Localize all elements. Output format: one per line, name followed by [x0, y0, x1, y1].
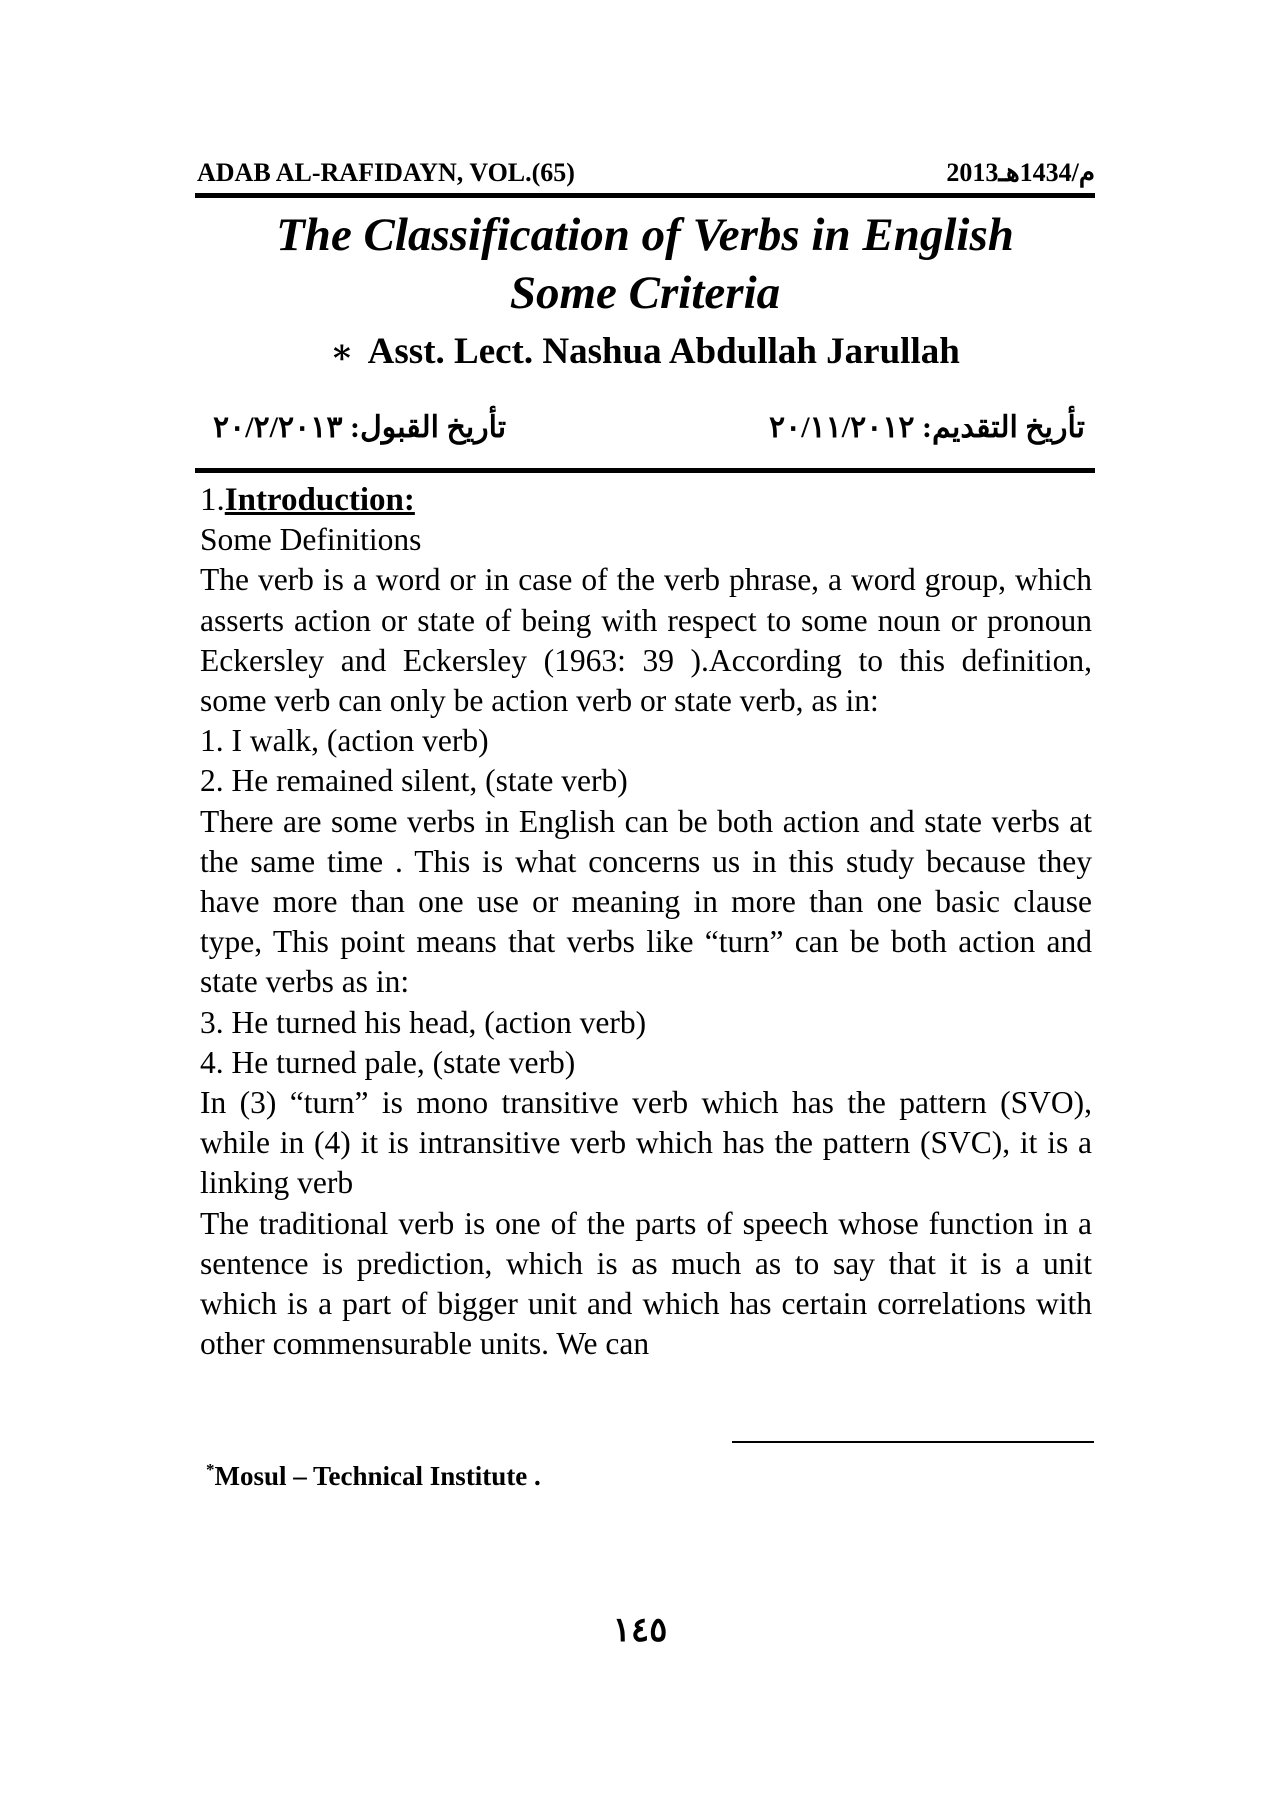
footnote-text: Mosul – Technical Institute .	[214, 1461, 541, 1491]
dates-row	[195, 410, 1095, 450]
submission-date: تأريخ التقديم: ٢٠/١١/٢٠١٢	[768, 411, 1085, 444]
paragraph: There are some verbs in English can be both action and state verbs at the same time . This is what concerns us in this study because they have more than one use or meaning in more than one basic clause type, This point means that verbs like “turn” can be both action and state verbs as in:	[200, 803, 1092, 1000]
running-header	[195, 158, 1095, 192]
paragraph: The traditional verb is one of the parts of speech whose function in a sentence is prediction, which is as much as to say that it is a unit which is a part of bigger unit and which has certain correlations with other commensurable units. We can	[200, 1205, 1092, 1362]
example: 3. He turned his head, (action verb)	[200, 1004, 647, 1040]
footnote	[206, 1460, 541, 1492]
author-line	[195, 330, 1095, 373]
page-number: ١٤٥	[612, 1612, 668, 1649]
author-name: Asst. Lect. Nashua Abdullah Jarullah	[367, 331, 960, 372]
body-text	[200, 480, 1092, 1364]
example: 1. I walk, (action verb)	[200, 723, 489, 759]
section-title: Introduction:	[224, 482, 415, 518]
section-number: 1.	[200, 482, 225, 518]
example: 4. He turned pale, (state verb)	[200, 1044, 576, 1080]
footnote-marker: *	[206, 1460, 215, 1479]
paragraph: Some Definitions	[200, 522, 422, 558]
example: 2. He remained silent, (state verb)	[200, 763, 628, 799]
paper-title-line-2: Some Criteria	[509, 267, 781, 319]
dates-rule	[195, 468, 1095, 473]
journal-name: ADAB AL-RAFIDAYN, VOL.(65)	[197, 158, 575, 187]
footnote-rule	[732, 1441, 1094, 1443]
section-heading	[200, 480, 1092, 520]
paper-title-line-1: The Classification of Verbs in English	[276, 209, 1014, 261]
acceptance-date: تأريخ القبول: ٢٠/٢/٢٠١٣	[213, 411, 507, 444]
paragraph: The verb is a word or in case of the verb phrase, a word group, which asserts action or state of being with respect to some noun or pronoun Eckersley and Eckersley (1963: 39 ).According to this definition, some verb can only be action verb or state verb, as in:	[200, 562, 1092, 719]
paragraph: In (3) “turn” is mono transitive verb which has the pattern (SVO), while in (4) it is intransitive verb which has the pattern (SVC), it is a linking verb	[200, 1085, 1092, 1201]
author-footnote-marker: ∗	[330, 334, 354, 371]
issue-date: 2013م/1434هـ	[946, 158, 1095, 187]
header-rule	[195, 193, 1095, 198]
